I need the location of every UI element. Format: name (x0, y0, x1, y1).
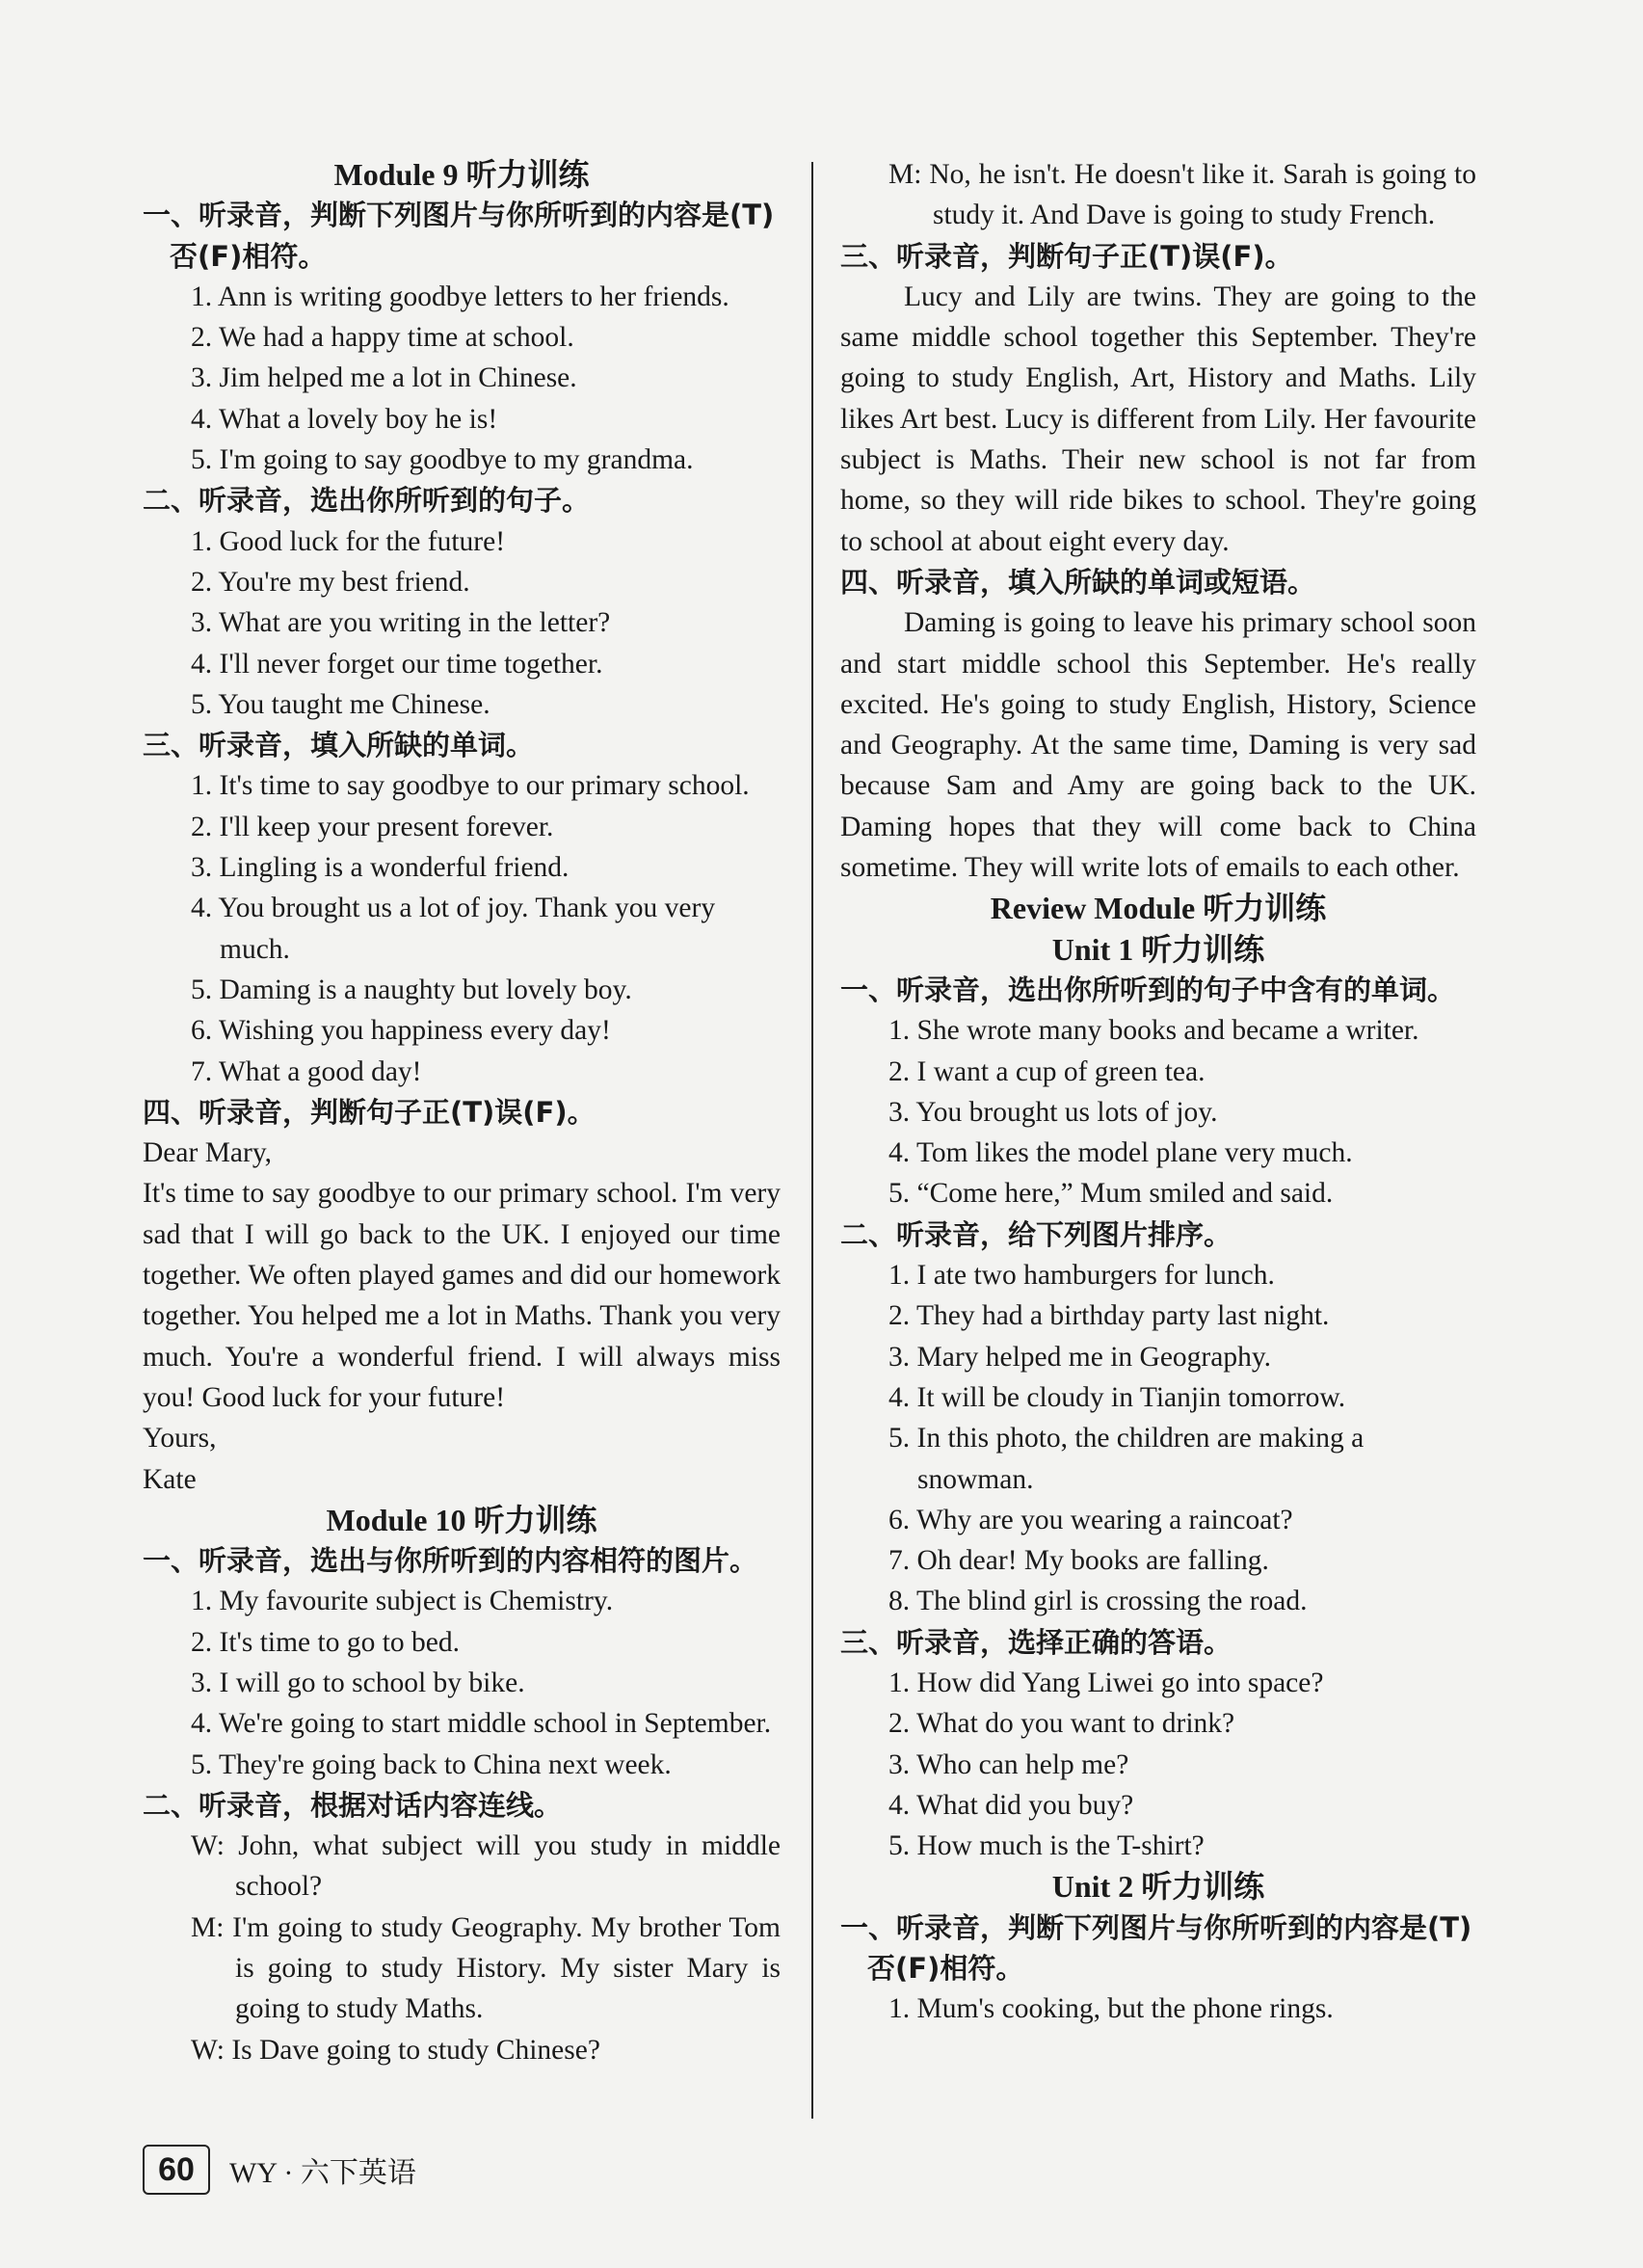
list-item: 6. Wishing you happiness every day! (191, 1015, 611, 1047)
letter-signature: Kate (143, 1463, 197, 1495)
dialog-line: W: Is Dave going to study Chinese? (191, 2034, 600, 2066)
review-module-title: Review Module 听力训练 (990, 891, 1327, 926)
letter-closing: Yours, (143, 1423, 217, 1454)
list-item: 1. How did Yang Liwei go into space? (888, 1667, 1324, 1698)
list-item: 2. We had a happy time at school. (191, 322, 574, 354)
list-item: 4. What a lovely boy he is! (191, 403, 498, 435)
list-item: 4. It will be cloudy in Tianjin tomorrow. (888, 1381, 1346, 1413)
dialog-line: W: John, what subject will you study in middle school? (191, 1830, 781, 1903)
section-heading: 二、听录音，根据对话内容连线。 (143, 1788, 563, 1822)
dialog-line: M: I'm going to study Geography. My brother Tom is going to study History. My sister Mary is going to study Maths. (191, 1911, 781, 2025)
list-item: 1. Good luck for the future! (191, 525, 506, 557)
column-divider (811, 162, 813, 2119)
section-heading: 三、听录音，选择正确的答语。 (840, 1625, 1232, 1659)
passage: Lucy and Lily are twins. They are going to the same middle school together this September. They're going to study English, Art, History and Maths. Lily likes Art best. Lucy is different from Lily. Her favourite subject is Maths. Their new school is not far from home, so they will ride bikes to school. They're going to school at about eight every day. (840, 280, 1476, 557)
list-item: 2. It's time to go to bed. (191, 1626, 460, 1658)
list-item: 2. You're my best friend. (191, 566, 470, 598)
list-item: 5. Daming is a naughty but lovely boy. (191, 974, 632, 1005)
unit-2-title: Unit 2 听力训练 (1051, 1869, 1265, 1905)
list-item: 1. It's time to say goodbye to our primary school. (191, 770, 750, 802)
list-item: 3. Mary helped me in Geography. (888, 1341, 1272, 1373)
list-item: 5. “Come here,” Mum smiled and said. (888, 1178, 1334, 1210)
list-item: 4. Tom likes the model plane very much. (888, 1137, 1353, 1169)
list-item: 5. In this photo, the children are making a snowman. (888, 1423, 1365, 1495)
section-heading: 三、听录音，判断句子正(T)误(F)。 (840, 239, 1293, 273)
passage: Daming is going to leave his primary school soon and start middle school this September. He's really excited. He's going to study English, History, Science and Geography. At the same time, Daming is very sad because Sam and Amy are going back to the UK. Daming hopes that they will come back to China sometime. They will write lots of emails to each other. (840, 607, 1476, 884)
list-item: 2. What do you want to drink? (888, 1708, 1235, 1740)
list-item: 5. You taught me Chinese. (191, 688, 490, 720)
module-9-title: Module 9 听力训练 (333, 157, 590, 192)
section-heading: 一、听录音，选出与你所听到的内容相符的图片。 (143, 1544, 758, 1578)
section-heading: 一、听录音，判断下列图片与你所听到的内容是(T)否(F)相符。 (143, 199, 775, 273)
right-column (840, 154, 1476, 2030)
list-item: 3. I will go to school by bike. (191, 1667, 525, 1698)
list-item: 4. We're going to start middle school in September. (191, 1708, 772, 1740)
list-item: 5. How much is the T-shirt? (888, 1830, 1205, 1862)
list-item: 3. Lingling is a wonderful friend. (191, 852, 570, 884)
letter-body: It's time to say goodbye to our primary school. I'm very sad that I will go back to the UK. I enjoyed our time together. We often played games and did our homework together. You helped me a lot in Maths. Thank you very much. You're a wonderful friend. I will always miss you! Good luck for your future! (143, 1178, 781, 1413)
section-heading: 二、听录音，给下列图片排序。 (840, 1217, 1232, 1251)
list-item: 1. She wrote many books and became a writer. (888, 1015, 1419, 1047)
list-item: 1. Mum's cooking, but the phone rings. (888, 1993, 1334, 2025)
list-item: 6. Why are you wearing a raincoat? (888, 1504, 1293, 1535)
list-item: 4. I'll never forget our time together. (191, 648, 603, 680)
list-item: 7. What a good day! (191, 1055, 422, 1087)
section-heading: 三、听录音，填入所缺的单词。 (143, 729, 535, 762)
list-item: 7. Oh dear! My books are falling. (888, 1545, 1269, 1577)
list-item: 5. They're going back to China next week. (191, 1748, 672, 1780)
page-footer (143, 2142, 416, 2198)
section-heading: 一、听录音，判断下列图片与你所听到的内容是(T)否(F)相符。 (840, 1910, 1472, 1986)
list-item: 5. I'm going to say goodbye to my grandma. (191, 444, 694, 476)
list-item: 3. Who can help me? (888, 1748, 1129, 1780)
dialog-line: M: No, he isn't. He doesn't like it. Sarah is going to study it. And Dave is going to study French. (888, 159, 1476, 231)
list-item: 1. My favourite subject is Chemistry. (191, 1586, 614, 1617)
left-column (143, 154, 781, 2070)
list-item: 4. You brought us a lot of joy. Thank you very much. (191, 893, 716, 965)
list-item: 3. What are you writing in the letter? (191, 607, 611, 639)
section-heading: 一、听录音，选出你所听到的句子中含有的单词。 (840, 973, 1456, 1006)
list-item: 1. I ate two hamburgers for lunch. (888, 1260, 1275, 1292)
list-item: 2. I'll keep your present forever. (191, 811, 554, 842)
module-10-title: Module 10 听力训练 (326, 1502, 597, 1537)
list-item: 8. The blind girl is crossing the road. (888, 1586, 1308, 1617)
section-heading: 四、听录音，填入所缺的单词或短语。 (840, 565, 1316, 599)
section-heading: 二、听录音，选出你所听到的句子。 (143, 484, 591, 518)
list-item: 4. What did you buy? (888, 1789, 1134, 1821)
list-item: 3. Jim helped me a lot in Chinese. (191, 362, 577, 394)
list-item: 3. You brought us lots of joy. (888, 1096, 1218, 1128)
section-heading: 四、听录音，判断句子正(T)误(F)。 (143, 1095, 596, 1129)
list-item: 2. They had a birthday party last night. (888, 1300, 1330, 1332)
list-item: 1. Ann is writing goodbye letters to her friends. (191, 280, 729, 312)
page-number: 60 (143, 2145, 210, 2195)
letter-greeting: Dear Mary, (143, 1137, 273, 1169)
unit-1-title: Unit 1 听力训练 (1051, 931, 1265, 967)
book-label: WY · 六下英语 (229, 2157, 416, 2189)
list-item: 2. I want a cup of green tea. (888, 1055, 1206, 1087)
